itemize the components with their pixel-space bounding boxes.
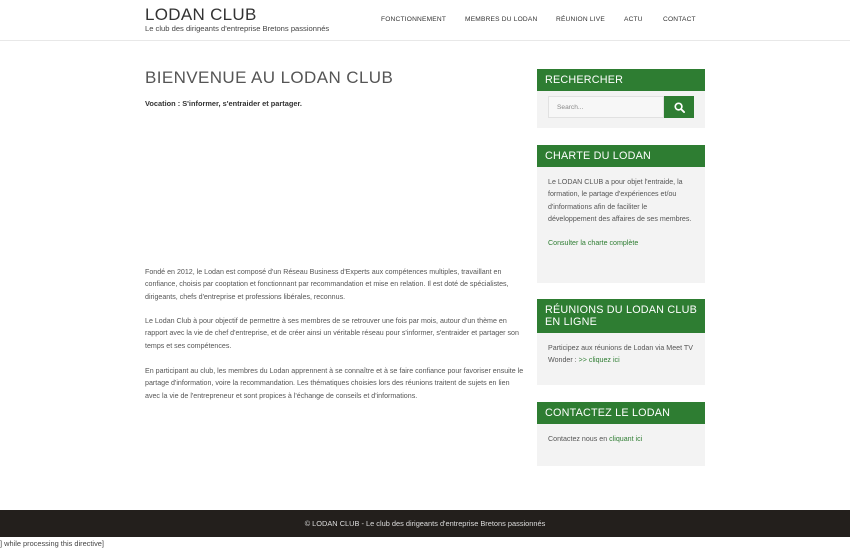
search-widget-title: RECHERCHER <box>537 69 705 91</box>
site-footer <box>0 510 850 537</box>
search-button[interactable] <box>664 96 694 118</box>
site-header <box>0 0 850 41</box>
search-widget-body <box>537 91 705 118</box>
nav-item-contact[interactable]: CONTACT <box>663 16 696 23</box>
reunions-widget-body <box>537 333 705 376</box>
nav-item-reunion-live[interactable]: RÉUNION LIVE <box>556 16 605 23</box>
participation-paragraph: En participant au club, les membres du Lodan apprennent à se connaître et à se faire confiance pour favoriser ensuite le partage d'information, voire la recommandation. Les thématiques choisies lors des réunions traitent de sujets en lien avec la vie de l'entrepreneur et sont propices à l'échange de conseils et d'informations. <box>145 367 524 400</box>
footer-copyright: © LODAN CLUB - Le club des dirigeants d'entreprise Bretons passionnés <box>304 519 546 528</box>
charte-text: Le LODAN CLUB a pour objet l'entraide, la formation, le partage d'expériences et/ou d'informations afin de faciliter le développement des affaires de ses membres. <box>548 178 692 223</box>
server-error-note: ] while processing this directive] <box>0 539 104 548</box>
site-logo[interactable]: LODAN CLUB <box>145 5 257 24</box>
charte-widget-body <box>537 167 705 258</box>
charte-widget-title: CHARTE DU LODAN <box>537 145 705 167</box>
page-title: BIENVENUE AU LODAN CLUB <box>145 68 394 87</box>
search-form <box>548 96 694 118</box>
nav-item-membres[interactable]: MEMBRES DU LODAN <box>465 16 538 23</box>
reunions-widget-title: RÉUNIONS DU LODAN CLUB EN LIGNE <box>537 299 705 333</box>
site-tagline: Le club des dirigeants d'entreprise Bretons passionnés <box>145 24 330 33</box>
contact-widget <box>537 402 705 466</box>
contact-widget-body <box>537 424 705 454</box>
objective-paragraph: Le Lodan Club à pour objectif de permettre à ses membres de se retrouver une fois par mois, autour d'un thème en rapport avec la vie de chef d'entreprise, et de créer ainsi un véritable réseau pour s'informer, s'entraider et partager son temps et ses compétences. <box>145 317 519 350</box>
reunions-widget <box>537 299 705 385</box>
contact-link[interactable]: cliquant ici <box>609 435 643 443</box>
intro-paragraph: Fondé en 2012, le Lodan est composé d'un Réseau Business d'Experts aux compétences multiples, travaillant en confiance, choisis par cooptation et fonctionnant par recommandation et mise en relation. Il est doté de spécialistes, dirigeants, chefs d'entreprise et professions libérales, reconnus. <box>145 268 509 301</box>
charte-link[interactable]: Consulter la charte complète <box>548 239 639 248</box>
nav-item-actu[interactable]: ACTU <box>624 16 643 23</box>
contact-widget-title: CONTACTEZ LE LODAN <box>537 402 705 424</box>
reunions-link[interactable]: >> cliquez ici <box>578 356 620 365</box>
search-input[interactable] <box>548 96 664 118</box>
nav-item-fonctionnement[interactable]: FONCTIONNEMENT <box>381 16 447 23</box>
charte-widget <box>537 145 705 283</box>
main-content <box>145 68 523 108</box>
contact-text: Contactez nous en <box>548 435 608 443</box>
search-icon <box>674 102 685 113</box>
reunions-text: Participez aux réunions de Lodan via Meet TV Wonder : <box>548 344 693 365</box>
vocation-text: Vocation : S'informer, s'entraider et partager. <box>145 99 302 108</box>
search-widget <box>537 69 705 128</box>
main-nav <box>0 16 850 28</box>
